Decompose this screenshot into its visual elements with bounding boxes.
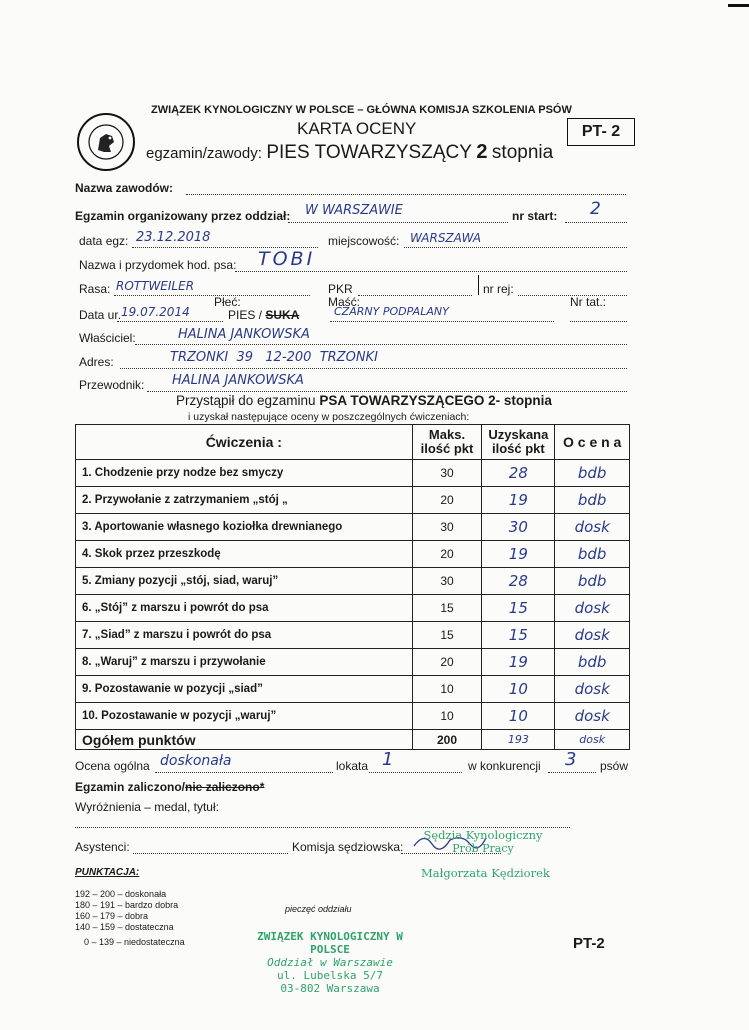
exam-name: PIES TOWARZYSZĄCY — [266, 142, 472, 163]
commission-label: Komisja sędziowska: — [292, 840, 404, 854]
exercise-name: 4. Skok przez przeszkodę — [76, 541, 413, 568]
exercise-row — [76, 541, 630, 568]
stamp-caption: pieczęć oddziału — [285, 904, 352, 914]
total-row — [76, 730, 630, 750]
scores-table — [75, 424, 630, 750]
breed-field[interactable] — [114, 294, 310, 296]
organization-logo — [76, 112, 136, 172]
exam-passed — [75, 780, 264, 794]
competition-count-label: w konkurencji — [468, 759, 541, 773]
overall-field[interactable] — [155, 771, 333, 773]
col-max: Maks. ilość pkt — [412, 425, 482, 460]
page-corner-mark — [728, 4, 749, 7]
competition-field[interactable] — [186, 193, 626, 195]
start-value: 2 — [590, 199, 601, 219]
birth-label: Data ur. — [79, 308, 122, 322]
not-passed-text: nie zaliczono* — [185, 780, 265, 794]
legend-item: 140 – 159 – dostateczna — [75, 922, 174, 932]
rank-value: 1 — [382, 749, 394, 770]
passed-text: Egzamin zaliczono/ — [75, 780, 186, 794]
sex-option-male: PIES / — [228, 308, 263, 322]
pkr-label: PKR — [328, 282, 353, 296]
exercise-name: 9. Pozostawanie w pozycji „siad” — [76, 676, 413, 703]
breed-label: Rasa: — [79, 282, 111, 296]
legend-item: 0 – 139 – niedostateczna — [84, 937, 185, 947]
total-got: 193 — [482, 730, 555, 750]
exercise-max: 30 — [412, 460, 482, 487]
judge-stamp-title: Sędzia Kynologiczny — [423, 828, 543, 842]
exam-level: 2 — [476, 141, 488, 163]
exercise-max: 30 — [412, 568, 482, 595]
dog-name-value: TOBI — [258, 248, 316, 270]
exercise-row — [76, 622, 630, 649]
total-label: Ogółem punktów — [76, 730, 413, 750]
exercise-name: 3. Aportowanie własnego koziołka drewnianego — [76, 514, 413, 541]
sex-label: Płeć: — [214, 295, 241, 309]
exercise-name: 8. „Waruj” z marszu i przywołanie — [76, 649, 413, 676]
exercise-row — [76, 703, 630, 730]
branch-stamp — [245, 930, 415, 995]
birth-value: 19.07.2014 — [121, 305, 190, 319]
exercise-name: 7. „Siad” z marszu i powrót do psa — [76, 622, 413, 649]
birth-field[interactable] — [117, 320, 223, 322]
owner-value: HALINA JANKOWSKA — [178, 327, 310, 342]
color-value: CZARNY PODPALANY — [334, 305, 449, 318]
exercise-name: 10. Pozostawanie w pozycji „waruj” — [76, 703, 413, 730]
intro-line — [176, 393, 552, 408]
place-value: WARSZAWA — [410, 231, 482, 245]
competition-count-suffix: psów — [600, 759, 629, 773]
judge-stamp-sub: Prób Pracy — [452, 842, 514, 855]
rank-label: lokata — [336, 759, 369, 773]
exercise-got: 15 — [482, 622, 555, 649]
color-field[interactable] — [330, 320, 554, 322]
org-header: ZWIĄZEK KYNOLOGICZNY W POLSCE – GŁÓWNA KOMISJA SZKOLENIA PSÓW — [151, 104, 572, 116]
dog-name-field[interactable] — [235, 270, 627, 272]
col-grade: O c e n a — [555, 425, 630, 460]
legend-item: 180 – 191 – bardzo dobra — [75, 900, 179, 910]
exercise-got: 28 — [482, 460, 555, 487]
handler-value: HALINA JANKOWSKA — [172, 373, 304, 388]
legend-title: PUNKTACJA: — [75, 867, 140, 878]
competition-label: Nazwa zawodów: — [75, 181, 174, 195]
legend-item: 160 – 179 – dobra — [75, 911, 149, 921]
exercise-max: 20 — [412, 541, 482, 568]
place-label: miejscowość: — [328, 234, 400, 248]
assistants-label: Asystenci: — [75, 840, 130, 854]
branch-stamp-street: ul. Lubelska 5/7 — [277, 969, 383, 982]
tat-field[interactable] — [570, 320, 627, 322]
intro-exam: PSA TOWARZYSZĄCEGO 2- stopnia — [319, 393, 552, 408]
exercise-row — [76, 649, 630, 676]
owner-field[interactable] — [135, 343, 627, 345]
page-title: KARTA OCENY — [297, 119, 417, 138]
exercise-max: 15 — [412, 595, 482, 622]
exercise-max: 30 — [412, 514, 482, 541]
start-label: nr start: — [512, 209, 558, 223]
branch-stamp-branch: Oddział w Warszawie — [267, 956, 393, 969]
pkr-divider — [478, 275, 479, 295]
address-value: TRZONKI 39 12-200 TRZONKI — [170, 350, 378, 365]
competition-count-value: 3 — [565, 749, 577, 770]
exercise-grade: dosk — [555, 703, 630, 730]
color-label: Maść: — [328, 295, 361, 309]
exercise-got: 15 — [482, 595, 555, 622]
branch-stamp-org: ZWIĄZEK KYNOLOGICZNY W POLSCE — [257, 930, 403, 956]
branch-stamp-city: 03-802 Warszawa — [280, 982, 380, 995]
organizer-label: Egzamin organizowany przez oddział: — [75, 209, 291, 223]
exercise-got: 30 — [482, 514, 555, 541]
start-field[interactable] — [565, 221, 627, 223]
total-grade: dosk — [555, 730, 630, 750]
exam-title — [146, 141, 553, 164]
assistants-field[interactable] — [133, 852, 288, 854]
exercise-grade: dosk — [555, 514, 630, 541]
exercise-name: 1. Chodzenie przy nodze bez smyczy — [76, 460, 413, 487]
exercise-max: 20 — [412, 487, 482, 514]
col-got: Uzyskana ilość pkt — [482, 425, 555, 460]
exercise-got: 28 — [482, 568, 555, 595]
breed-value: ROTTWEILER — [116, 279, 195, 293]
rank-field[interactable] — [369, 771, 462, 773]
overall-value: doskonała — [160, 753, 232, 769]
exercise-grade: dosk — [555, 622, 630, 649]
exercise-got: 19 — [482, 487, 555, 514]
exercise-row — [76, 676, 630, 703]
judge-stamp — [418, 828, 548, 855]
exercise-name: 2. Przywołanie z zatrzymaniem „stój „ — [76, 487, 413, 514]
exercise-row — [76, 460, 630, 487]
exercise-got: 10 — [482, 676, 555, 703]
awards-label: Wyróżnienia – medal, tytuł: — [75, 800, 219, 814]
form-code-box: PT- 2 — [567, 118, 635, 146]
sex-option-female: SUKA — [265, 308, 300, 322]
exercise-got: 19 — [482, 649, 555, 676]
judge-name: Małgorzata Kędziorek — [421, 866, 550, 880]
organizer-field[interactable] — [288, 221, 508, 223]
tat-label: Nr tat.: — [570, 295, 607, 309]
exercise-grade: dosk — [555, 595, 630, 622]
place-field[interactable] — [404, 246, 627, 248]
exercise-row — [76, 595, 630, 622]
exam-prefix: egzamin/zawody: — [146, 145, 262, 162]
dog-name-label: Nazwa i przydomek hod. psa: — [79, 258, 237, 272]
exercise-got: 19 — [482, 541, 555, 568]
exercise-grade: bdb — [555, 649, 630, 676]
col-exercises: Ćwiczenia : — [76, 425, 413, 460]
footer-form-code: PT-2 — [573, 935, 605, 952]
exercise-max: 10 — [412, 676, 482, 703]
exercise-row — [76, 568, 630, 595]
exercise-grade: bdb — [555, 568, 630, 595]
date-label: data egz: — [79, 234, 129, 248]
pkr-field[interactable] — [358, 294, 472, 296]
handler-label: Przewodnik: — [79, 378, 145, 392]
reg-label: nr rej: — [483, 282, 514, 296]
total-max: 200 — [412, 730, 482, 750]
exercise-grade: bdb — [555, 487, 630, 514]
date-value: 23.12.2018 — [136, 230, 211, 245]
exercise-row — [76, 487, 630, 514]
exercise-max: 20 — [412, 649, 482, 676]
exercise-grade: bdb — [555, 460, 630, 487]
exercise-name: 5. Zmiany pozycji „stój, siad, waruj” — [76, 568, 413, 595]
exercise-row — [76, 514, 630, 541]
sex-options — [228, 308, 299, 322]
exercise-got: 10 — [482, 703, 555, 730]
exercise-name: 6. „Stój” z marszu i powrót do psa — [76, 595, 413, 622]
exercise-max: 10 — [412, 703, 482, 730]
exercise-max: 15 — [412, 622, 482, 649]
score-legend — [75, 889, 185, 948]
exercise-grade: bdb — [555, 541, 630, 568]
organizer-value: W WARSZAWIE — [305, 203, 403, 218]
exercise-grade: dosk — [555, 676, 630, 703]
handler-field[interactable] — [147, 390, 627, 392]
intro-text: Przystąpił do egzaminu — [176, 393, 316, 408]
table-header-row — [76, 425, 630, 460]
overall-label: Ocena ogólna — [75, 759, 150, 773]
owner-label: Właściciel: — [79, 331, 136, 345]
address-field[interactable] — [120, 367, 627, 369]
competition-count-field[interactable] — [548, 771, 596, 773]
legend-item: 192 – 200 – doskonała — [75, 889, 167, 899]
exam-suffix: stopnia — [491, 142, 554, 163]
intro-subline: i uzyskał następujące oceny w poszczególnych ćwiczeniach: — [188, 411, 470, 423]
address-label: Adres: — [79, 355, 114, 369]
